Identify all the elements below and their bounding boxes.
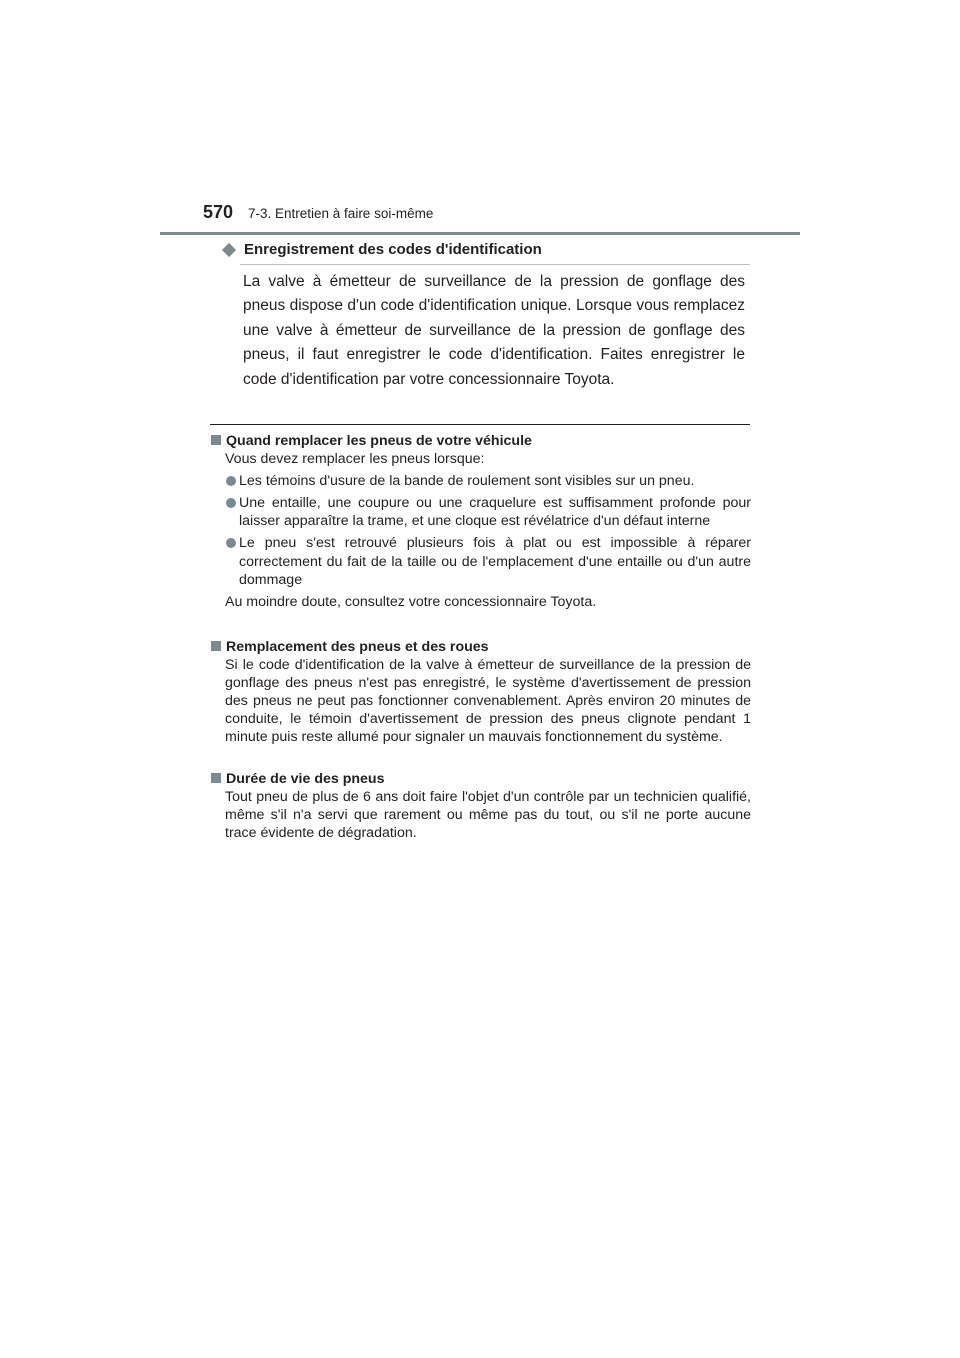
note-tire-replacement-time xyxy=(211,432,751,611)
circle-bullet-icon xyxy=(226,538,236,548)
subsection-heading xyxy=(218,241,542,258)
list-item xyxy=(211,472,751,490)
list-item-text: Une entaille, une coupure ou une craquelure est suffisamment profonde pour laisser apparaître la trame, et une cloque est révélatrice d'un défaut interne xyxy=(239,495,751,530)
note-outro: Au moindre doute, consultez votre concessionnaire Toyota. xyxy=(225,593,597,610)
circle-bullet-icon xyxy=(226,476,236,486)
note-tire-lifespan xyxy=(211,770,751,842)
square-bullet-icon xyxy=(211,641,221,651)
list-item xyxy=(211,494,751,530)
list-item xyxy=(211,534,751,588)
page-number: 570 xyxy=(203,202,234,222)
note-heading-text: Durée de vie des pneus xyxy=(226,771,385,787)
list-item-text: Les témoins d'usure de la bande de roulement sont visibles sur un pneu. xyxy=(239,473,695,490)
list-item-text: Le pneu s'est retrouvé plusieurs fois à plat ou est impossible à réparer correctement du fait de la taille ou de l'emplacement d'une entaille ou d'un autre dommage xyxy=(239,535,751,588)
note-tire-wheel-replacement xyxy=(211,638,751,747)
note-heading-text: Quand remplacer les pneus de votre véhicule xyxy=(226,433,532,449)
subsection-heading-text: Enregistrement des codes d'identification xyxy=(244,241,542,258)
diamond-bullet-icon xyxy=(222,242,236,256)
square-bullet-icon xyxy=(211,773,221,783)
header-rule xyxy=(160,232,800,235)
note-heading-text: Remplacement des pneus et des roues xyxy=(226,639,489,655)
subsection-underline xyxy=(240,264,750,265)
note-heading xyxy=(211,432,751,450)
square-bullet-icon xyxy=(211,435,221,445)
subsection-body: La valve à émetteur de surveillance de la pression de gonflage des pneus dispose d'un code d'identification unique. Lorsque vous remplacez une valve à émetteur de surveillance de la pression de gonflage des pneus, il faut enregistrer le code d'identification. Faites enregistrer le code d'identification par votre concessionnaire Toyota. xyxy=(243,273,745,388)
note-text: Tout pneu de plus de 6 ans doit faire l'objet d'un contrôle par un technicien qualifié, même s'il n'a servi que rarement ou même pas du tout, ou s'il ne porte aucune trace évidente de dégradation. xyxy=(225,789,751,842)
circle-bullet-icon xyxy=(226,498,236,508)
note-text: Si le code d'identification de la valve à émetteur de surveillance de la pression de gonflage des pneus n'est pas enregistré, le système d'avertissement de pression des pneus ne peut pas fonctionner convenablement. Après environ 20 minutes de conduite, le témoin d'avertissement de pression des pneus clignote pendant 1 minute puis reste allumé pour signaler un mauvais fonctionnement du système. xyxy=(225,657,751,746)
note-heading xyxy=(211,770,751,788)
section-title: 7-3. Entretien à faire soi-même xyxy=(248,206,434,221)
section-divider xyxy=(210,424,750,425)
note-heading xyxy=(211,638,751,656)
note-intro: Vous devez remplacer les pneus lorsque: xyxy=(225,451,485,468)
